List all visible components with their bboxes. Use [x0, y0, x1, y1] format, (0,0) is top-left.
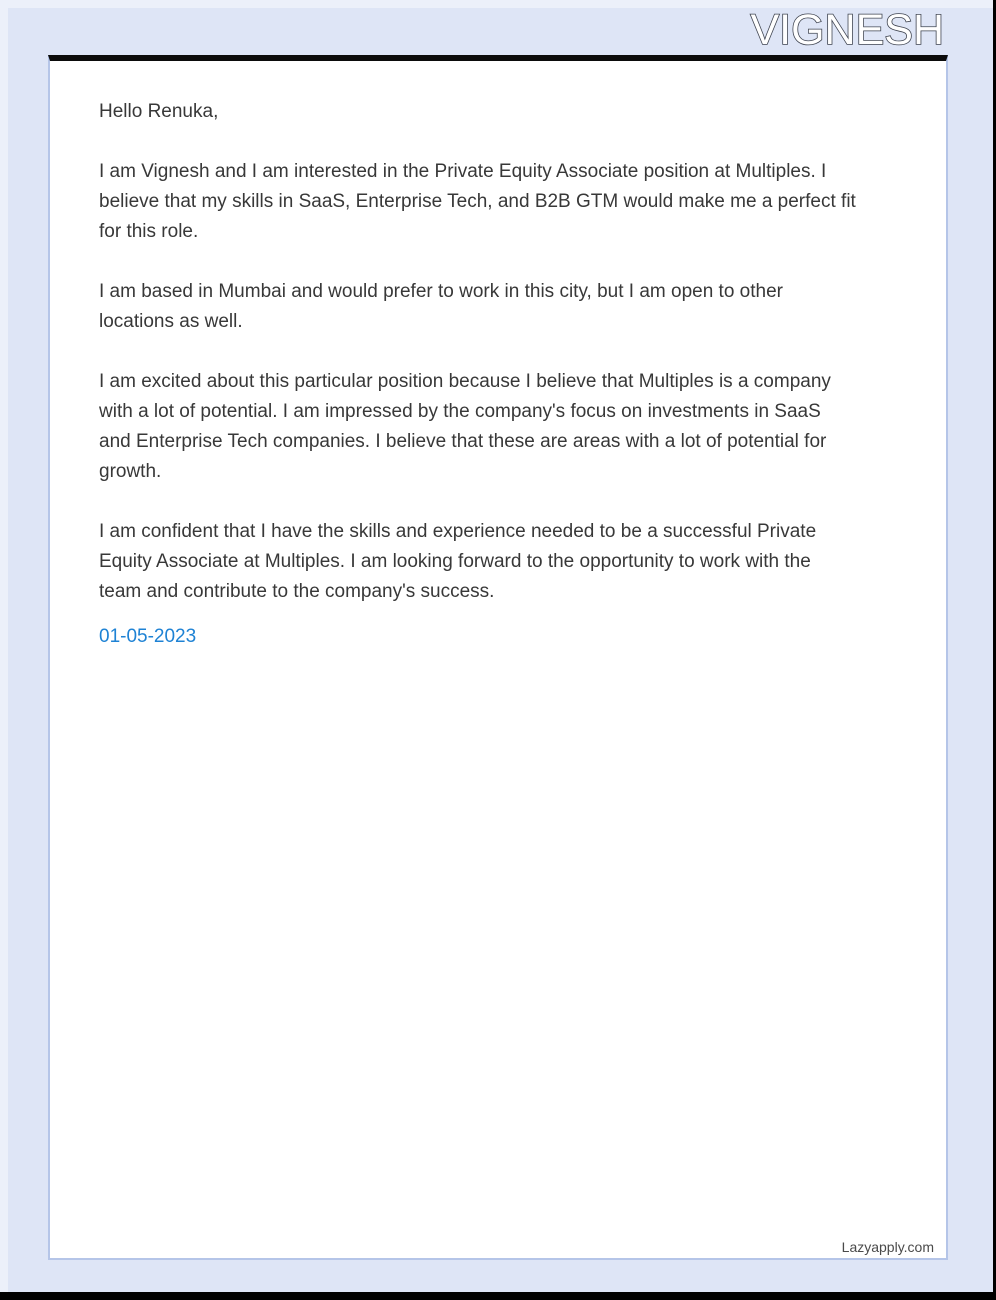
paragraph-line: with a lot of potential. I am impressed by the company's focus on investments in SaaS [99, 401, 821, 422]
letter-paragraphs [99, 157, 906, 607]
paragraph-line: I am based in Mumbai and would prefer to work in this city, but I am open to other [99, 281, 783, 302]
letter-page [48, 55, 948, 1260]
paragraph-line: believe that my skills in SaaS, Enterprise Tech, and B2B GTM would make me a perfect fit [99, 191, 856, 212]
paragraph-line: I am excited about this particular position because I believe that Multiples is a company [99, 371, 831, 392]
paragraph [99, 367, 906, 487]
paragraph [99, 277, 906, 337]
paragraph-line: and Enterprise Tech companies. I believe that these are areas with a lot of potential for [99, 431, 827, 452]
brand-watermark: Lazyapply.com [841, 1239, 934, 1255]
paragraph-line: Equity Associate at Multiples. I am looking forward to the opportunity to work with the [99, 551, 811, 572]
paragraph-line: locations as well. [99, 311, 243, 332]
paragraph-line: team and contribute to the company's success. [99, 581, 495, 602]
paragraph-line: I am Vignesh and I am interested in the Private Equity Associate position at Multiples. I [99, 161, 827, 182]
paragraph-line: for this role. [99, 221, 199, 242]
page-title: VIGNESH [750, 6, 944, 54]
letter-body [50, 61, 946, 652]
paragraph [99, 517, 906, 607]
letter-greeting: Hello Renuka, [99, 101, 219, 122]
paragraph [99, 157, 906, 247]
letter-date: 01-05-2023 [99, 626, 197, 647]
paragraph-line: I am confident that I have the skills and experience needed to be a successful Private [99, 521, 817, 542]
paragraph-line: growth. [99, 461, 162, 482]
